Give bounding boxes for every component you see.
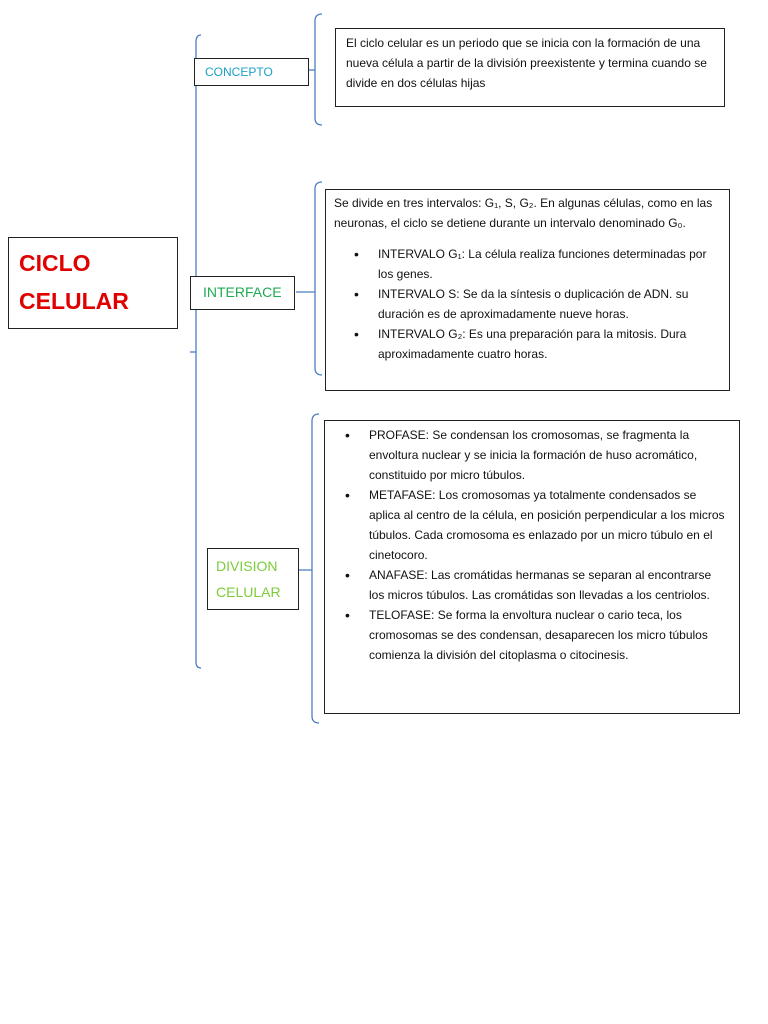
list-item: • PROFASE: Se condensan los cromosomas, se fragmenta la envoltura nuclear y se inicia la formación de huso acromático, constituido por micro túbulos. xyxy=(325,425,729,485)
division-box xyxy=(324,420,740,714)
division-label-line-1: DIVISION xyxy=(216,558,278,574)
list-item: • INTERVALO S: Se da la síntesis o duplicación de ADN. su duración es de aproximadamente nueve horas. xyxy=(334,284,719,324)
main-title xyxy=(9,238,177,320)
division-label xyxy=(207,548,299,610)
division-list xyxy=(325,425,729,665)
concepto-label: CONCEPTO xyxy=(194,58,309,86)
main-bracket xyxy=(196,35,201,668)
division-bracket xyxy=(312,414,319,723)
interface-label: INTERFACE xyxy=(190,276,295,310)
title-line-2: CELULAR xyxy=(19,288,129,314)
list-item: • INTERVALO G₁: La célula realiza funciones determinadas por los genes. xyxy=(334,244,719,284)
interface-box xyxy=(325,189,730,391)
concepto-bracket xyxy=(315,14,322,125)
list-item: • ANAFASE: Las cromátidas hermanas se separan al encontrarse los micros túbulos. Las cromátidas son llevadas a los centriolos. xyxy=(325,565,729,605)
interface-bracket xyxy=(315,182,322,375)
division-label-line-2: CELULAR xyxy=(216,584,281,600)
interface-list xyxy=(334,244,719,364)
interface-intro: Se divide en tres intervalos: G₁, S, G₂. En algunas células, como en las neuronas, el ciclo se detiene durante un intervalo denominado G₀. xyxy=(334,196,713,230)
title-box xyxy=(8,237,178,329)
concepto-box xyxy=(335,28,725,107)
list-item: • METAFASE: Los cromosomas ya totalmente condensados se aplica al centro de la célula, en posición perpendicular a los micros túbulos. Cada cromosoma es enlazado por un micro túbulo en el cinetocoro. xyxy=(325,485,729,565)
title-line-1: CICLO xyxy=(19,250,91,276)
list-item: • TELOFASE: Se forma la envoltura nuclear o cario teca, los cromosomas se des condensan, desaparecen los micro túbulos comienza la división del citoplasma o citocinesis. xyxy=(325,605,729,665)
concepto-text: El ciclo celular es un periodo que se inicia con la formación de una nueva célula a partir de la división preexistente y termina cuando se divide en dos células hijas xyxy=(346,36,707,90)
list-item: • INTERVALO G₂: Es una preparación para la mitosis. Dura aproximadamente cuatro horas. xyxy=(334,324,719,364)
